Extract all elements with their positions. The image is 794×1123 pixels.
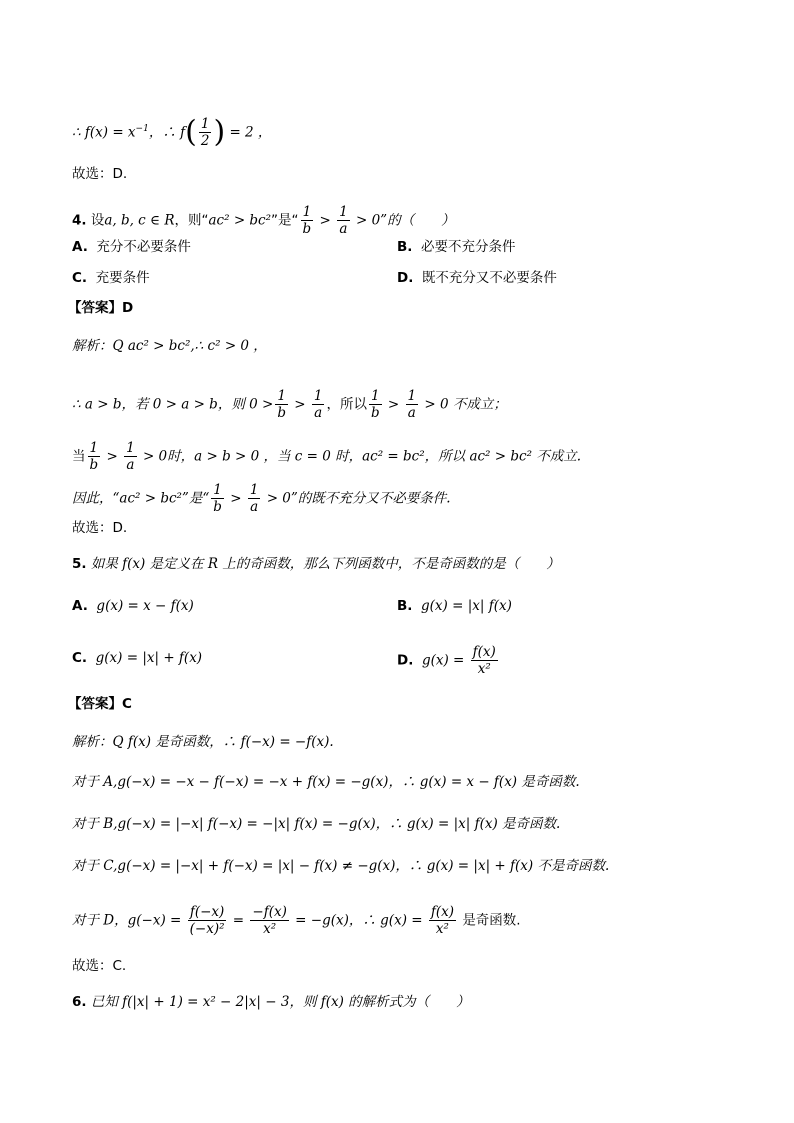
q4-answer: 【答案】D bbox=[68, 300, 134, 316]
prev-choose: 故选：D. bbox=[72, 166, 128, 182]
q5-analysis-c: 对于 C,g(−x) = |−x| + f(−x) = |x| − f(x) ≠ −g(x)，∴ g(x) = |x| + f(x) 不是奇函数. bbox=[72, 858, 610, 874]
q4-stem: 4. 设a, b, c ∈ R，则“ac² > bc²”是“ $\frac{1}{b}$ > $\frac{1}{a}$ > 0”的（ ） bbox=[72, 204, 455, 237]
q5-number: 5. bbox=[72, 556, 87, 572]
q6-stem: 6. 已知 f(|x| + 1) = x² − 2|x| − 3，则 f(x) 的解析式为（ ） bbox=[72, 994, 470, 1010]
prev-formula-exp: −1 bbox=[135, 124, 149, 134]
prev-formula-c: = 2 ， bbox=[225, 124, 272, 141]
prev-formula-a: ∴ f(x) = x bbox=[72, 124, 136, 141]
q5-choose: 故选：C. bbox=[72, 958, 127, 974]
q4-analysis-2: ∴ a > b，若 0 > a > b，则 0 > $\frac{1}{b}$ > $\frac{1}{a}$ ，所以 $\frac{1}{b}$ > $\frac{1}{a}$ > 0 不成立； bbox=[72, 388, 507, 421]
q5-option-a: A. g(x) = x − f(x) bbox=[72, 598, 194, 614]
q4-analysis-3: 当 $\frac{1}{b}$ > $\frac{1}{a}$ > 0时，a > b > 0 ，当 c = 0 时，ac² = bc²，所以 ac² > bc² 不成立. bbox=[72, 440, 582, 473]
q6-number: 6. bbox=[72, 994, 87, 1010]
q4-option-c: C. 充要条件 bbox=[72, 270, 150, 286]
q4-option-d: D. 既不充分又不必要条件 bbox=[397, 270, 557, 286]
q5-answer: 【答案】C bbox=[68, 696, 132, 712]
prev-formula-b: ，∴ f bbox=[148, 124, 186, 141]
q5-analysis-a: 对于 A,g(−x) = −x − f(−x) = −x + f(x) = −g(x)，∴ g(x) = x − f(x) 是奇函数. bbox=[72, 774, 580, 790]
q5-analysis-b: 对于 B,g(−x) = |−x| f(−x) = −|x| f(x) = −g(x)，∴ g(x) = |x| f(x) 是奇函数. bbox=[72, 816, 561, 832]
prev-answer-line: ∴ $f(x) = x^{-1}$，∴ f( $\frac{1}{2}$ ) = 2 ， bbox=[72, 114, 272, 150]
q5-option-d: D. g(x) = $\frac{f(x)}{\text{x²}}$ bbox=[397, 644, 496, 677]
prev-fraction: $\frac{1}{2}$ bbox=[200, 116, 210, 149]
q5-option-b: B. g(x) = |x| f(x) bbox=[397, 598, 512, 614]
q4-analysis-4: 因此，“ac² > bc²”是“ $\frac{1}{b}$ > $\frac{1}{a}$ > 0”的既不充分又不必要条件. bbox=[72, 482, 451, 515]
q5-stem: 5. 如果 f(x) 是定义在 R 上的奇函数，那么下列函数中，不是奇函数的是（ ） bbox=[72, 556, 560, 572]
q5-analysis-1: 解析：Q f(x) 是奇函数，∴ f(−x) = −f(x). bbox=[72, 734, 334, 750]
q4-choose: 故选：D. bbox=[72, 520, 128, 536]
q4-option-a: A. 充分不必要条件 bbox=[72, 239, 191, 255]
q4-option-b: B. 必要不充分条件 bbox=[397, 239, 516, 255]
q4-analysis-1: 解析：Q ac² > bc²,∴ c² > 0 ， bbox=[72, 338, 267, 354]
q5-option-c: C. g(x) = |x| + f(x) bbox=[72, 650, 203, 666]
q5-analysis-d: 对于 D，g(−x) = $\frac{f(-x)}{\text{(−x)²}}$ = $\frac{-f(x)}{\text{x²}}$ = −g(x)，∴ g(x) = $\frac{f(x)}{\text{x²}}$ 是奇函数. bbox=[72, 904, 521, 937]
q4-number: 4. bbox=[72, 212, 87, 229]
